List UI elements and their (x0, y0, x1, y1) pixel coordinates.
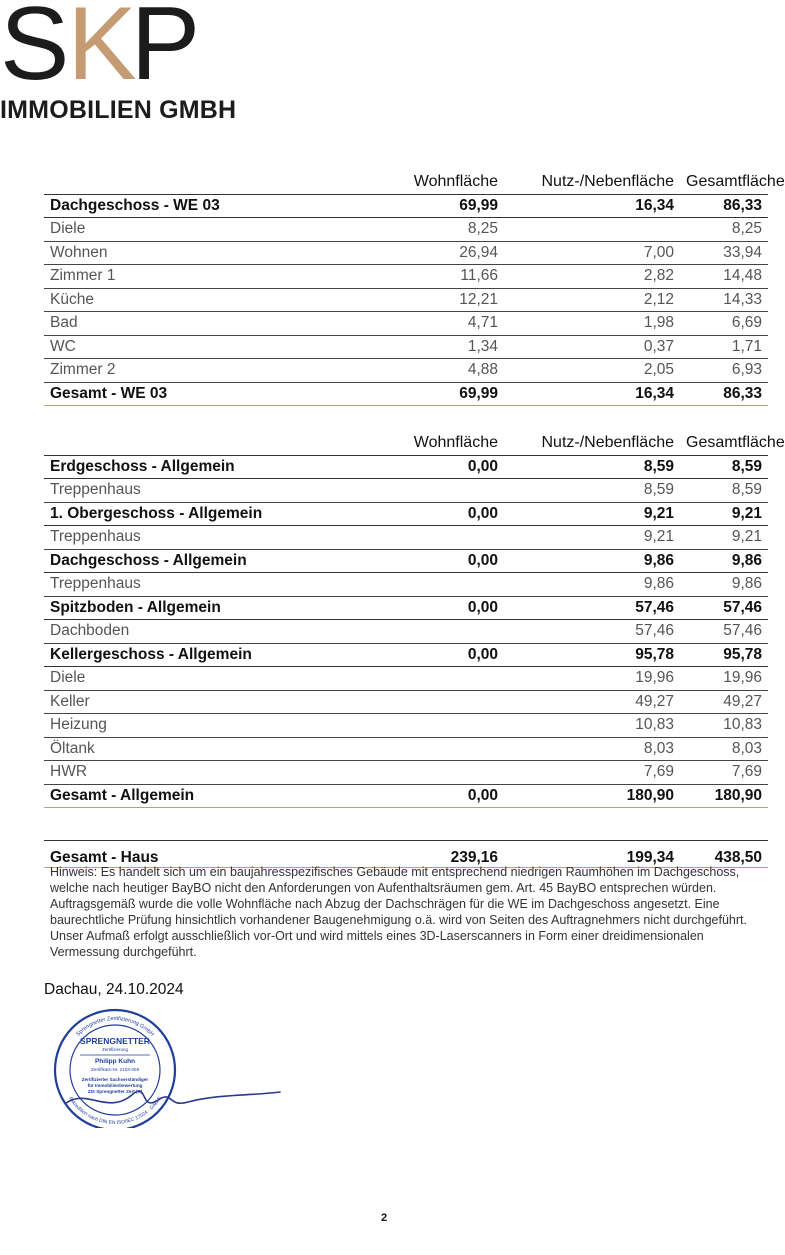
row-label: Zimmer 2 (44, 359, 344, 383)
row-gesamtflaeche: 6,93 (680, 359, 768, 383)
row-label: Treppenhaus (44, 526, 344, 550)
row-nutzflaeche: 2,12 (504, 288, 680, 312)
room-row (44, 737, 768, 761)
logo-letter-k: K (67, 0, 135, 102)
seal-line-3: ZIS Sprengnetter Zert (S) (87, 1089, 143, 1094)
room-row (44, 359, 768, 383)
row-nutzflaeche: 9,86 (504, 549, 680, 573)
room-row (44, 761, 768, 785)
row-gesamtflaeche: 49,27 (680, 690, 768, 714)
row-gesamtflaeche: 86,33 (680, 382, 768, 406)
row-nutzflaeche: 9,21 (504, 502, 680, 526)
row-label: Zimmer 1 (44, 265, 344, 289)
row-wohnflaeche (344, 690, 504, 714)
seal-line-1: Zertifizierter Sachverständiger (81, 1077, 149, 1082)
row-gesamtflaeche: 9,86 (680, 549, 768, 573)
room-row (44, 526, 768, 550)
section-row (44, 502, 768, 526)
row-wohnflaeche: 4,71 (344, 312, 504, 336)
row-wohnflaeche: 8,25 (344, 218, 504, 242)
seal-cert-no: Zertifikats-Nr. 2103-009 (91, 1067, 139, 1072)
row-label: Bad (44, 312, 344, 336)
row-gesamtflaeche: 19,96 (680, 667, 768, 691)
row-gesamtflaeche: 7,69 (680, 761, 768, 785)
header-nutzflaeche: Nutz-/Nebenfläche (504, 171, 680, 194)
room-row (44, 218, 768, 242)
room-row (44, 335, 768, 359)
header-gesamtflaeche: Gesamtfläche (680, 171, 768, 194)
common-area-rows (44, 455, 768, 808)
room-row (44, 667, 768, 691)
row-nutzflaeche: 1,98 (504, 312, 680, 336)
total-row (44, 382, 768, 406)
header-label (44, 171, 344, 194)
room-row (44, 479, 768, 503)
room-row (44, 265, 768, 289)
row-label: Gesamt - WE 03 (44, 382, 344, 406)
section-row (44, 455, 768, 479)
place-date: Dachau, 24.10.2024 (44, 981, 184, 998)
row-gesamtflaeche: 14,48 (680, 265, 768, 289)
row-wohnflaeche (344, 714, 504, 738)
seal-brand-sub: Zertifizierung (101, 1047, 129, 1052)
room-row (44, 241, 768, 265)
row-nutzflaeche: 10,83 (504, 714, 680, 738)
row-nutzflaeche (504, 218, 680, 242)
row-label: Erdgeschoss - Allgemein (44, 455, 344, 479)
row-label: Heizung (44, 714, 344, 738)
row-gesamtflaeche: 9,86 (680, 573, 768, 597)
section-row (44, 643, 768, 667)
row-wohnflaeche (344, 573, 504, 597)
row-wohnflaeche (344, 761, 504, 785)
row-label: 1. Obergeschoss - Allgemein (44, 502, 344, 526)
row-wohnflaeche: 4,88 (344, 359, 504, 383)
section-row (44, 194, 768, 218)
row-wohnflaeche: 0,00 (344, 643, 504, 667)
row-gesamtflaeche: 8,25 (680, 218, 768, 242)
room-row (44, 714, 768, 738)
row-wohnflaeche: 0,00 (344, 502, 504, 526)
seal-graphic (48, 1008, 288, 1128)
row-label: Dachboden (44, 620, 344, 644)
row-label: Keller (44, 690, 344, 714)
seal-brand: SPRENGNETTER (80, 1036, 150, 1046)
total-row (44, 784, 768, 808)
apartment-area-rows (44, 194, 768, 406)
table-header-row (44, 432, 768, 455)
row-label: Treppenhaus (44, 479, 344, 503)
header-nutzflaeche: Nutz-/Nebenfläche (504, 432, 680, 455)
row-gesamtflaeche: 9,21 (680, 502, 768, 526)
row-nutzflaeche: 16,34 (504, 382, 680, 406)
row-wohnflaeche: 69,99 (344, 194, 504, 218)
row-gesamtflaeche: 86,33 (680, 194, 768, 218)
row-wohnflaeche: 0,00 (344, 455, 504, 479)
logo-letters (0, 0, 199, 102)
row-wohnflaeche (344, 667, 504, 691)
row-nutzflaeche: 7,69 (504, 761, 680, 785)
header-wohnflaeche: Wohnfläche (344, 171, 504, 194)
row-label: HWR (44, 761, 344, 785)
row-wohnflaeche: 12,21 (344, 288, 504, 312)
row-nutzflaeche: 180,90 (504, 784, 680, 808)
row-gesamtflaeche: 57,46 (680, 620, 768, 644)
row-gesamtflaeche: 95,78 (680, 643, 768, 667)
row-gesamtflaeche: 9,21 (680, 526, 768, 550)
room-row (44, 312, 768, 336)
row-wohnflaeche: 0,00 (344, 784, 504, 808)
grand-total-nutzflaeche: 199,34 (504, 841, 680, 868)
row-wohnflaeche: 26,94 (344, 241, 504, 265)
room-row (44, 288, 768, 312)
row-gesamtflaeche: 8,03 (680, 737, 768, 761)
certification-seal (48, 1008, 288, 1133)
room-row (44, 620, 768, 644)
grand-total-label: Gesamt - Haus (44, 841, 344, 868)
page-number: 2 (380, 1212, 388, 1224)
row-wohnflaeche (344, 737, 504, 761)
row-nutzflaeche: 8,03 (504, 737, 680, 761)
row-nutzflaeche: 57,46 (504, 620, 680, 644)
header-gesamtflaeche: Gesamtfläche (680, 432, 768, 455)
row-wohnflaeche: 0,00 (344, 596, 504, 620)
row-nutzflaeche: 19,96 (504, 667, 680, 691)
row-nutzflaeche: 49,27 (504, 690, 680, 714)
apartment-area-table (44, 171, 785, 406)
row-nutzflaeche: 8,59 (504, 479, 680, 503)
disclaimer-note: Hinweis: Es handelt sich um ein baujahresspezifisches Gebäude mit entsprechend niedrigen Raumhöhen im Dachgeschoss, welche nach heutiger BayBO nicht den Anforderungen von Aufenthaltsräumen gem. Art. 45 BayBO entsprechen würden. Auftragsgemäß wurde die volle Wohnfläche nach Abzug der Dachschrägen für die WE im Dachgeschoss angesetzt. Eine baurechtliche Prüfung hinsichtlich vorhandener Baugenehmigung o.ä. wird von Seiten des Auftragnehmers nicht durchgeführt. Unser Aufmaß erfolgt ausschließlich vor-Ort und wird mittels eines 3D-Laserscanners in Form einer dreidimensionalen Vermessung durchgeführt. (50, 865, 747, 959)
row-nutzflaeche: 57,46 (504, 596, 680, 620)
row-nutzflaeche: 8,59 (504, 455, 680, 479)
row-nutzflaeche: 2,05 (504, 359, 680, 383)
row-gesamtflaeche: 14,33 (680, 288, 768, 312)
row-nutzflaeche: 7,00 (504, 241, 680, 265)
row-nutzflaeche: 9,86 (504, 573, 680, 597)
row-label: Spitzboden - Allgemein (44, 596, 344, 620)
seal-ring-top-text: Sprengnetter Zertifizierung GmbH (75, 1016, 155, 1038)
row-nutzflaeche: 95,78 (504, 643, 680, 667)
row-nutzflaeche: 16,34 (504, 194, 680, 218)
row-label: Öltank (44, 737, 344, 761)
grand-total-wohnflaeche: 239,16 (344, 841, 504, 868)
logo-letter-p: P (130, 0, 199, 102)
row-gesamtflaeche: 180,90 (680, 784, 768, 808)
row-gesamtflaeche: 6,69 (680, 312, 768, 336)
seal-ring-bottom-text: Akkreditiert nach DIN EN ISO/IEC 17024 · DAkkS (67, 1095, 163, 1127)
row-label: Diele (44, 667, 344, 691)
row-gesamtflaeche: 1,71 (680, 335, 768, 359)
row-label: Wohnen (44, 241, 344, 265)
row-label: Dachgeschoss - Allgemein (44, 549, 344, 573)
logo-letter-s: S (0, 0, 68, 102)
table-header-row (44, 171, 768, 194)
row-nutzflaeche: 2,82 (504, 265, 680, 289)
row-wohnflaeche (344, 526, 504, 550)
row-gesamtflaeche: 10,83 (680, 714, 768, 738)
row-wohnflaeche: 0,00 (344, 549, 504, 573)
row-label: Küche (44, 288, 344, 312)
section-row (44, 596, 768, 620)
row-wohnflaeche (344, 620, 504, 644)
row-label: Diele (44, 218, 344, 242)
row-wohnflaeche: 1,34 (344, 335, 504, 359)
grand-total-gesamtflaeche: 438,50 (680, 841, 768, 868)
room-row (44, 690, 768, 714)
row-label: WC (44, 335, 344, 359)
row-wohnflaeche (344, 479, 504, 503)
row-wohnflaeche: 11,66 (344, 265, 504, 289)
row-gesamtflaeche: 8,59 (680, 455, 768, 479)
row-nutzflaeche: 9,21 (504, 526, 680, 550)
logo-subtitle: IMMOBILIEN GMBH (0, 96, 237, 124)
row-label: Dachgeschoss - WE 03 (44, 194, 344, 218)
seal-name: Philipp Kuhn (94, 1058, 136, 1065)
row-label: Gesamt - Allgemein (44, 784, 344, 808)
row-label: Treppenhaus (44, 573, 344, 597)
room-row (44, 573, 768, 597)
row-gesamtflaeche: 57,46 (680, 596, 768, 620)
row-label: Kellergeschoss - Allgemein (44, 643, 344, 667)
seal-line-2: für Immobilienbewertung (87, 1083, 143, 1088)
row-wohnflaeche: 69,99 (344, 382, 504, 406)
row-gesamtflaeche: 33,94 (680, 241, 768, 265)
common-area-table (44, 432, 785, 808)
header-wohnflaeche: Wohnfläche (344, 432, 504, 455)
row-nutzflaeche: 0,37 (504, 335, 680, 359)
section-row (44, 549, 768, 573)
header-label (44, 432, 344, 455)
row-gesamtflaeche: 8,59 (680, 479, 768, 503)
